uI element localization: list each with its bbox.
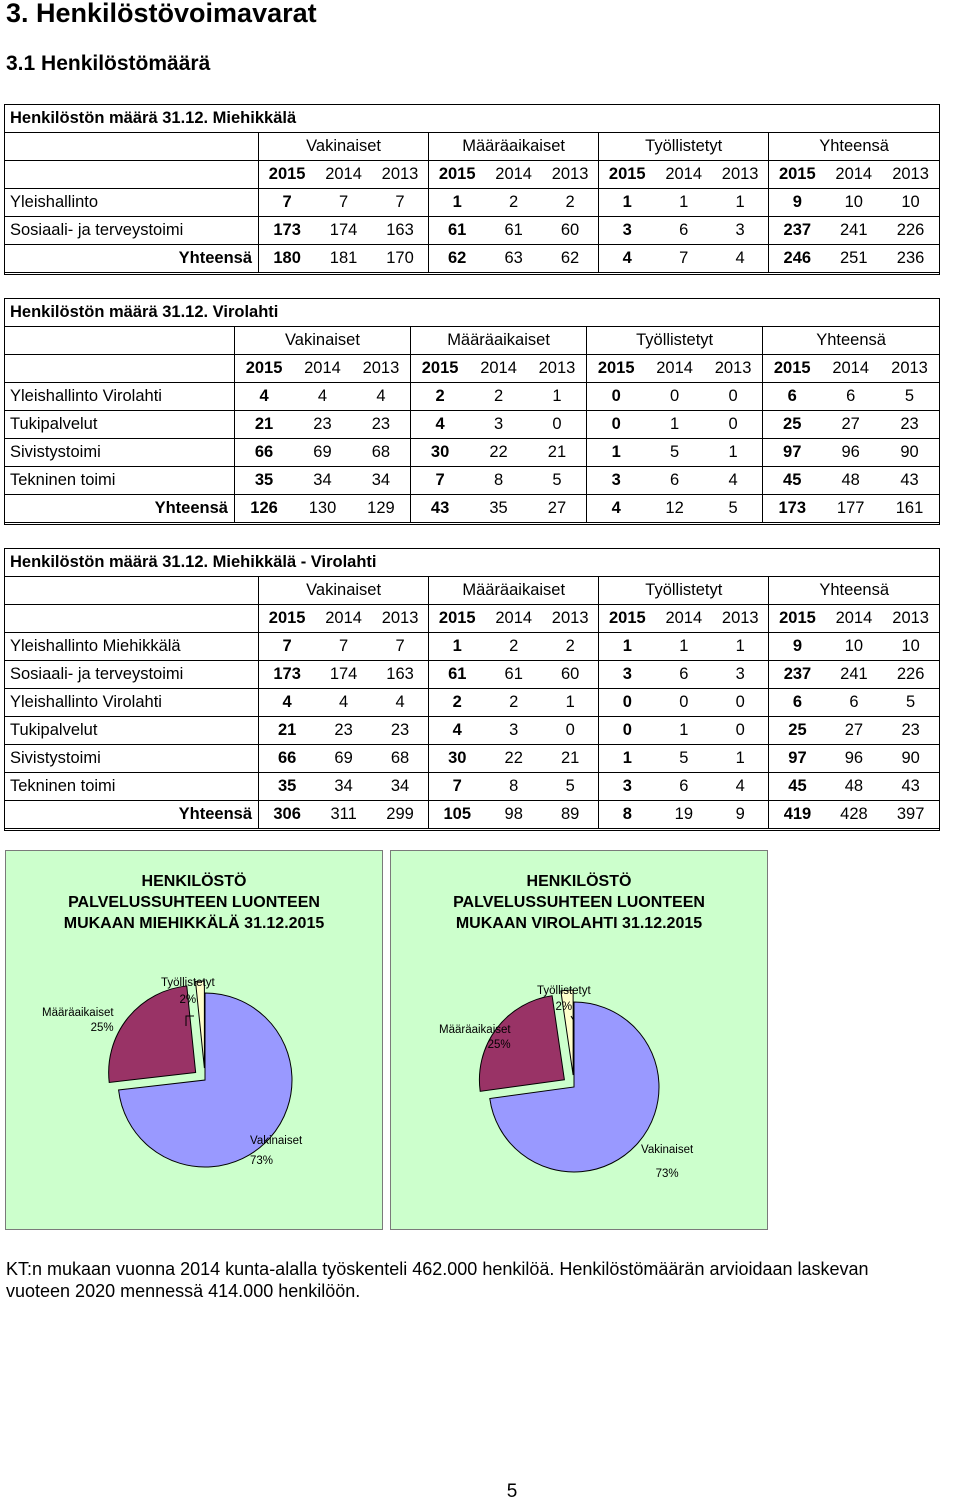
staff-table-virolahti xyxy=(4,298,940,525)
table-cell: 43 xyxy=(880,467,939,495)
row-label: Tukipalvelut xyxy=(5,717,259,745)
table-cell: 4 xyxy=(411,411,470,439)
year-header: 2015 xyxy=(411,355,470,383)
slice-name: Työllistetyt xyxy=(537,985,591,997)
table-cell: 2 xyxy=(485,189,542,217)
year-header: 2015 xyxy=(599,605,656,633)
table-cell: 34 xyxy=(352,467,411,495)
table-cell: 96 xyxy=(821,439,880,467)
total-cell: 161 xyxy=(880,495,939,524)
total-cell: 236 xyxy=(882,245,939,274)
table-cell: 7 xyxy=(315,633,372,661)
table-cell: 23 xyxy=(315,717,372,745)
page-heading: 3. Henkilöstövoimavarat xyxy=(6,0,317,28)
slice-percent: 25% xyxy=(90,1022,114,1034)
pie-title-line: HENKILÖSTÖ xyxy=(141,873,247,890)
table-row xyxy=(5,383,939,411)
table-cell: 7 xyxy=(259,189,316,217)
table-cell: 21 xyxy=(259,717,316,745)
table-cell: 241 xyxy=(825,217,882,245)
year-header: 2013 xyxy=(528,355,587,383)
table-cell: 163 xyxy=(372,217,429,245)
table-cell: 3 xyxy=(599,217,656,245)
total-cell: 43 xyxy=(411,495,470,524)
slice-percent: 2% xyxy=(555,1001,573,1013)
table-cell: 10 xyxy=(882,189,939,217)
table-cell: 0 xyxy=(587,383,646,411)
total-cell: 126 xyxy=(234,495,293,524)
total-cell: 419 xyxy=(769,801,826,830)
slice-percent: 73% xyxy=(655,1168,679,1180)
table-cell: 1 xyxy=(655,717,712,745)
table-row xyxy=(5,633,939,661)
table-cell: 23 xyxy=(882,717,939,745)
table-cell: 61 xyxy=(485,661,542,689)
table-cell: 3 xyxy=(485,717,542,745)
total-cell: 9 xyxy=(712,801,769,830)
slice-percent: 25% xyxy=(487,1039,511,1051)
slice-name: Työllistetyt xyxy=(161,977,215,989)
total-cell: 7 xyxy=(655,245,712,274)
pie-title-line: MUKAAN VIROLAHTI 31.12.2015 xyxy=(455,915,703,932)
table-row xyxy=(5,217,939,245)
table-cell: 60 xyxy=(542,217,599,245)
table-cell: 34 xyxy=(372,773,429,801)
group-header: Yhteensä xyxy=(769,133,939,161)
table-cell: 174 xyxy=(315,661,372,689)
table-cell: 1 xyxy=(587,439,646,467)
year-header: 2014 xyxy=(485,605,542,633)
table-cell: 6 xyxy=(655,773,712,801)
table-cell: 5 xyxy=(880,383,939,411)
slice-percent: 2% xyxy=(179,994,197,1006)
table-cell: 23 xyxy=(293,411,352,439)
table-cell: 173 xyxy=(259,661,316,689)
table-cell: 1 xyxy=(599,633,656,661)
table-cell: 6 xyxy=(769,689,826,717)
page-number: 5 xyxy=(506,1481,518,1502)
table-cell: 45 xyxy=(769,773,826,801)
table-cell: 68 xyxy=(372,745,429,773)
year-header: 2014 xyxy=(821,355,880,383)
table-cell: 2 xyxy=(469,383,528,411)
table-cell: 1 xyxy=(542,689,599,717)
table-cell: 25 xyxy=(769,717,826,745)
pie-chart-miehikkala xyxy=(6,851,382,1229)
pie-label-tyollistetyt xyxy=(161,977,215,1006)
total-cell: 177 xyxy=(821,495,880,524)
pie-label-maaraaikaiset xyxy=(439,1024,511,1051)
table-cell: 2 xyxy=(485,689,542,717)
total-cell: 246 xyxy=(769,245,826,274)
table-cell: 90 xyxy=(880,439,939,467)
table-cell: 69 xyxy=(293,439,352,467)
table-cell: 8 xyxy=(485,773,542,801)
pie-title-line: MUKAAN MIEHIKKÄLÄ 31.12.2015 xyxy=(63,915,325,932)
slice-name: Määräaikaiset xyxy=(439,1024,511,1036)
table-cell: 97 xyxy=(763,439,822,467)
year-header: 2014 xyxy=(469,355,528,383)
table-cell: 0 xyxy=(542,717,599,745)
table-cell: 5 xyxy=(542,773,599,801)
table-cell: 2 xyxy=(542,633,599,661)
table-cell: 0 xyxy=(712,717,769,745)
group-header: Vakinaiset xyxy=(259,133,429,161)
table-cell: 6 xyxy=(655,217,712,245)
row-label: Sosiaali- ja terveystoimi xyxy=(5,217,259,245)
group-header: Yhteensä xyxy=(769,577,939,605)
table-cell: 61 xyxy=(429,661,486,689)
table-cell: 0 xyxy=(599,689,656,717)
group-header: Vakinaiset xyxy=(234,327,410,355)
year-header: 2013 xyxy=(712,161,769,189)
table-cell: 6 xyxy=(826,689,883,717)
table-cell: 66 xyxy=(259,745,316,773)
table-cell: 1 xyxy=(655,633,712,661)
slice-percent: 73% xyxy=(250,1155,274,1167)
group-header: Vakinaiset xyxy=(259,577,429,605)
pie-label-vakinaiset xyxy=(641,1144,693,1180)
table-cell: 48 xyxy=(826,773,883,801)
table-cell: 6 xyxy=(763,383,822,411)
year-header: 2013 xyxy=(542,161,599,189)
table-cell: 60 xyxy=(542,661,599,689)
table-row xyxy=(5,689,939,717)
year-header: 2013 xyxy=(882,605,939,633)
table-cell: 1 xyxy=(712,633,769,661)
year-header: 2015 xyxy=(429,605,486,633)
table-cell: 163 xyxy=(372,661,429,689)
year-header: 2015 xyxy=(259,605,316,633)
total-cell: 62 xyxy=(542,245,599,274)
group-header: Yhteensä xyxy=(763,327,939,355)
table-cell: 61 xyxy=(485,217,542,245)
total-cell: 8 xyxy=(599,801,656,830)
pie-title-line: PALVELUSSUHTEEN LUONTEEN xyxy=(453,894,705,911)
year-header: 2013 xyxy=(372,161,429,189)
year-header: 2015 xyxy=(763,355,822,383)
table-cell: 9 xyxy=(769,633,826,661)
table-cell: 30 xyxy=(429,745,486,773)
table-cell: 237 xyxy=(769,217,826,245)
table-cell: 3 xyxy=(599,773,656,801)
table-cell: 96 xyxy=(826,745,883,773)
staff-table-miehikkala xyxy=(4,104,940,275)
table-cell: 10 xyxy=(826,633,883,661)
year-header: 2014 xyxy=(655,161,712,189)
year-header: 2015 xyxy=(769,605,826,633)
group-header: Määräaikaiset xyxy=(429,133,599,161)
year-header: 2015 xyxy=(587,355,646,383)
year-header: 2015 xyxy=(769,161,826,189)
total-cell: 89 xyxy=(542,801,599,830)
table-cell: 97 xyxy=(769,745,826,773)
table-cell: 0 xyxy=(528,411,587,439)
table-cell: 1 xyxy=(528,383,587,411)
year-header: 2014 xyxy=(826,605,883,633)
table-cell: 0 xyxy=(712,689,769,717)
table-cell: 23 xyxy=(352,411,411,439)
year-header: 2013 xyxy=(372,605,429,633)
total-cell: 306 xyxy=(259,801,316,830)
table-cell: 21 xyxy=(542,745,599,773)
table-cell: 6 xyxy=(645,467,704,495)
table-cell: 90 xyxy=(882,745,939,773)
table-cell: 3 xyxy=(712,661,769,689)
year-header: 2015 xyxy=(599,161,656,189)
table-cell: 0 xyxy=(704,411,763,439)
pie-title-line: PALVELUSSUHTEEN LUONTEEN xyxy=(68,894,320,911)
table-title: Henkilöstön määrä 31.12. Miehikkälä - Virolahti xyxy=(10,553,377,571)
footer-text xyxy=(6,1258,869,1302)
table-cell: 4 xyxy=(259,689,316,717)
total-cell: 397 xyxy=(882,801,939,830)
table-cell: 0 xyxy=(587,411,646,439)
table-cell: 27 xyxy=(826,717,883,745)
table-cell: 21 xyxy=(528,439,587,467)
footer-line: KT:n mukaan vuonna 2014 kunta-alalla työskenteli 462.000 henkilöä. Henkilöstömäärän arvioidaan laskevan xyxy=(6,1259,869,1279)
table-cell: 226 xyxy=(882,661,939,689)
year-header: 2014 xyxy=(645,355,704,383)
table-cell: 1 xyxy=(712,189,769,217)
total-cell: 251 xyxy=(825,245,882,274)
table-title: Henkilöstön määrä 31.12. Miehikkälä xyxy=(10,109,297,127)
total-cell: 299 xyxy=(372,801,429,830)
table-cell: 21 xyxy=(234,411,293,439)
pie-label-vakinaiset xyxy=(250,1135,302,1167)
table-cell: 2 xyxy=(542,189,599,217)
table-cell: 6 xyxy=(655,661,712,689)
total-cell: 4 xyxy=(587,495,646,524)
table-cell: 34 xyxy=(293,467,352,495)
table-cell: 7 xyxy=(372,189,429,217)
table-cell: 0 xyxy=(599,717,656,745)
table-cell: 6 xyxy=(821,383,880,411)
table-cell: 7 xyxy=(372,633,429,661)
year-header: 2013 xyxy=(882,161,939,189)
table-row xyxy=(5,189,939,217)
table-cell: 237 xyxy=(769,661,826,689)
group-header: Määräaikaiset xyxy=(429,577,599,605)
table-cell: 226 xyxy=(882,217,939,245)
pie-panel-miehikkala xyxy=(5,850,383,1230)
table-row xyxy=(5,467,939,495)
table-cell: 1 xyxy=(712,745,769,773)
table-cell: 5 xyxy=(882,689,939,717)
slice-name: Määräaikaiset xyxy=(42,1007,114,1019)
table-row xyxy=(5,745,939,773)
table-cell: 3 xyxy=(712,217,769,245)
group-header: Määräaikaiset xyxy=(411,327,587,355)
total-cell: 311 xyxy=(315,801,372,830)
table-cell: 173 xyxy=(259,217,316,245)
table-cell: 4 xyxy=(293,383,352,411)
group-header: Työllistetyt xyxy=(587,327,763,355)
table-cell: 23 xyxy=(880,411,939,439)
total-cell: 181 xyxy=(315,245,372,274)
table-row xyxy=(5,661,939,689)
total-cell: 5 xyxy=(704,495,763,524)
year-header: 2014 xyxy=(315,605,372,633)
table-cell: 25 xyxy=(763,411,822,439)
table-cell: 241 xyxy=(826,661,883,689)
pie-label-maaraaikaiset xyxy=(42,1007,114,1034)
footer-line: vuoteen 2020 mennessä 414.000 henkilöön. xyxy=(6,1281,361,1301)
table-cell: 9 xyxy=(769,189,826,217)
table-cell: 3 xyxy=(599,661,656,689)
year-header: 2014 xyxy=(293,355,352,383)
total-cell: 4 xyxy=(599,245,656,274)
year-header: 2013 xyxy=(880,355,939,383)
table-cell: 7 xyxy=(429,773,486,801)
row-label: Sosiaali- ja terveystoimi xyxy=(5,661,259,689)
table-cell: 2 xyxy=(429,689,486,717)
table-cell: 22 xyxy=(469,439,528,467)
pie-title-line: HENKILÖSTÖ xyxy=(526,873,632,890)
table-cell: 1 xyxy=(645,411,704,439)
year-header: 2014 xyxy=(485,161,542,189)
table-cell: 23 xyxy=(372,717,429,745)
table-cell: 4 xyxy=(704,467,763,495)
table-cell: 43 xyxy=(882,773,939,801)
year-header: 2015 xyxy=(234,355,293,383)
table-cell: 3 xyxy=(469,411,528,439)
table-cell: 1 xyxy=(599,189,656,217)
row-label: Sivistystoimi xyxy=(5,439,234,467)
table-title: Henkilöstön määrä 31.12. Virolahti xyxy=(10,303,279,321)
pie-panel-virolahti xyxy=(390,850,768,1230)
total-cell: 4 xyxy=(712,245,769,274)
total-cell: 180 xyxy=(259,245,316,274)
table-cell: 4 xyxy=(712,773,769,801)
table-cell: 5 xyxy=(645,439,704,467)
table-cell: 10 xyxy=(882,633,939,661)
table-cell: 0 xyxy=(704,383,763,411)
slice-name: Vakinaiset xyxy=(250,1135,303,1147)
row-label: Sivistystoimi xyxy=(5,745,259,773)
table-cell: 4 xyxy=(429,717,486,745)
table-cell: 22 xyxy=(485,745,542,773)
table-cell: 2 xyxy=(485,633,542,661)
total-cell: 129 xyxy=(352,495,411,524)
total-label: Yhteensä xyxy=(5,495,234,524)
row-label: Yleishallinto xyxy=(5,189,259,217)
year-header: 2013 xyxy=(712,605,769,633)
table-cell: 66 xyxy=(234,439,293,467)
table-cell: 1 xyxy=(704,439,763,467)
table-cell: 68 xyxy=(352,439,411,467)
table-row xyxy=(5,411,939,439)
table-cell: 7 xyxy=(259,633,316,661)
table-cell: 0 xyxy=(655,689,712,717)
table-cell: 7 xyxy=(315,189,372,217)
total-cell: 170 xyxy=(372,245,429,274)
table-cell: 1 xyxy=(599,745,656,773)
row-label: Tekninen toimi xyxy=(5,773,259,801)
total-cell: 62 xyxy=(429,245,486,274)
table-cell: 61 xyxy=(429,217,486,245)
table-cell: 1 xyxy=(429,189,486,217)
table-cell: 45 xyxy=(763,467,822,495)
table-cell: 7 xyxy=(411,467,470,495)
total-cell: 428 xyxy=(826,801,883,830)
table-cell: 30 xyxy=(411,439,470,467)
total-cell: 173 xyxy=(763,495,822,524)
table-cell: 2 xyxy=(411,383,470,411)
table-cell: 27 xyxy=(821,411,880,439)
row-label: Yleishallinto Virolahti xyxy=(5,689,259,717)
table-cell: 4 xyxy=(372,689,429,717)
table-cell: 4 xyxy=(234,383,293,411)
total-cell: 105 xyxy=(429,801,486,830)
table-cell: 10 xyxy=(825,189,882,217)
table-cell: 1 xyxy=(655,189,712,217)
pie-label-tyollistetyt xyxy=(537,985,591,1013)
total-cell: 35 xyxy=(469,495,528,524)
table-cell: 8 xyxy=(469,467,528,495)
table-cell: 1 xyxy=(429,633,486,661)
total-label: Yhteensä xyxy=(5,245,259,274)
table-cell: 3 xyxy=(587,467,646,495)
total-row xyxy=(5,245,939,274)
total-row xyxy=(5,801,939,830)
table-cell: 174 xyxy=(315,217,372,245)
group-header: Työllistetyt xyxy=(599,133,769,161)
table-row xyxy=(5,717,939,745)
group-header: Työllistetyt xyxy=(599,577,769,605)
year-header: 2013 xyxy=(704,355,763,383)
table-cell: 48 xyxy=(821,467,880,495)
total-cell: 98 xyxy=(485,801,542,830)
total-label: Yhteensä xyxy=(5,801,259,830)
row-label: Yleishallinto Virolahti xyxy=(5,383,234,411)
table-cell: 35 xyxy=(259,773,316,801)
table-cell: 4 xyxy=(352,383,411,411)
table-cell: 35 xyxy=(234,467,293,495)
year-header: 2015 xyxy=(429,161,486,189)
year-header: 2014 xyxy=(655,605,712,633)
table-cell: 69 xyxy=(315,745,372,773)
table-cell: 0 xyxy=(645,383,704,411)
page-subheading: 3.1 Henkilöstömäärä xyxy=(6,52,211,75)
total-cell: 63 xyxy=(485,245,542,274)
total-row xyxy=(5,495,939,524)
total-cell: 19 xyxy=(655,801,712,830)
year-header: 2014 xyxy=(825,161,882,189)
slice-name: Vakinaiset xyxy=(641,1144,694,1156)
row-label: Tukipalvelut xyxy=(5,411,234,439)
year-header: 2013 xyxy=(352,355,411,383)
row-label: Tekninen toimi xyxy=(5,467,234,495)
staff-table-combined xyxy=(4,548,940,831)
year-header: 2015 xyxy=(259,161,316,189)
table-row xyxy=(5,773,939,801)
table-cell: 5 xyxy=(655,745,712,773)
year-header: 2013 xyxy=(542,605,599,633)
total-cell: 27 xyxy=(528,495,587,524)
table-cell: 34 xyxy=(315,773,372,801)
total-cell: 130 xyxy=(293,495,352,524)
table-cell: 4 xyxy=(315,689,372,717)
year-header: 2014 xyxy=(315,161,372,189)
row-label: Yleishallinto Miehikkälä xyxy=(5,633,259,661)
table-cell: 5 xyxy=(528,467,587,495)
total-cell: 12 xyxy=(645,495,704,524)
table-row xyxy=(5,439,939,467)
